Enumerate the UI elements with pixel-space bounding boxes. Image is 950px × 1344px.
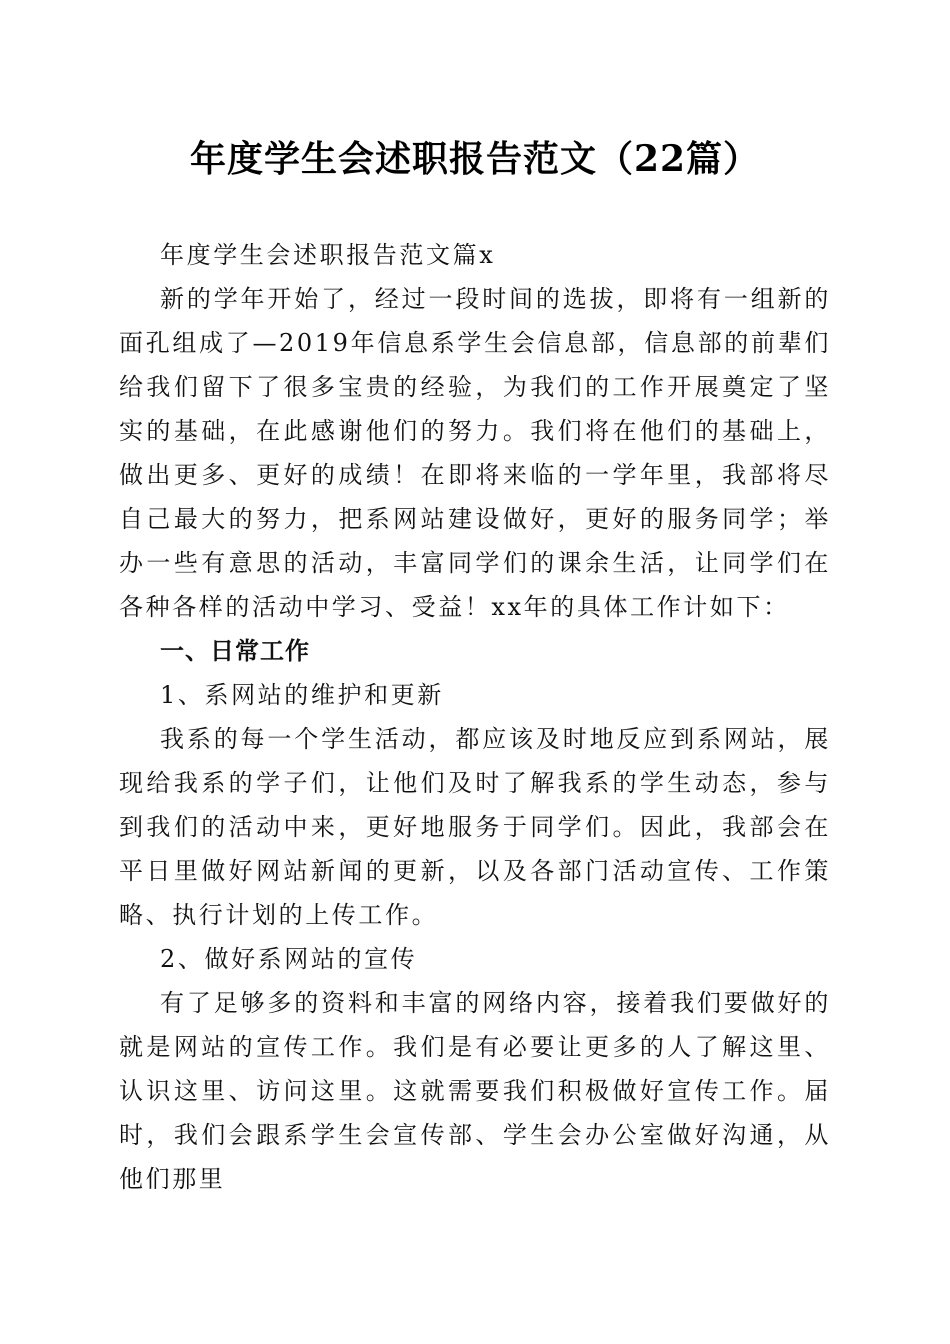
subsection-heading: 1、系网站的维护和更新: [160, 681, 444, 709]
section-subtitle: 年度学生会述职报告范文篇x: [160, 241, 496, 269]
body-paragraph: 有了足够多的资料和丰富的网络内容，接着我们要做好的就是网站的宣传工作。我们是有必要让更多的人了解这里、认识这里、访问这里。这就需要我们积极做好宣传工作。届时，我们会跟系学生会宣传部、学生会办公室做好沟通，从他们那里: [119, 989, 831, 1193]
subsection-heading: 2、做好系网站的宣传: [160, 945, 418, 973]
document-body: [119, 233, 831, 1201]
intro-paragraph: 新的学年开始了，经过一段时间的选拔，即将有一组新的面孔组成了—2019年信息系学生会信息部，信息部的前辈们给我们留下了很多宝贵的经验，为我们的工作开展奠定了坚实的基础，在此感谢他们的努力。我们将在他们的基础上，做出更多、更好的成绩！在即将来临的一学年里，我部将尽自己最大的努力，把系网站建设做好，更好的服务同学；举办一些有意思的活动，丰富同学们的课余生活，让同学们在各种各样的活动中学习、受益！xx年的具体工作计如下：: [119, 285, 831, 621]
body-paragraph: 我系的每一个学生活动，都应该及时地反应到系网站，展现给我系的学子们，让他们及时了解我系的学生动态，参与到我们的活动中来，更好地服务于同学们。因此，我部会在平日里做好网站新闻的更新，以及各部门活动宣传、工作策略、执行计划的上传工作。: [119, 725, 831, 929]
section-heading: 一、日常工作: [160, 637, 310, 665]
document-title: 年度学生会述职报告范文（22篇）: [189, 138, 761, 180]
